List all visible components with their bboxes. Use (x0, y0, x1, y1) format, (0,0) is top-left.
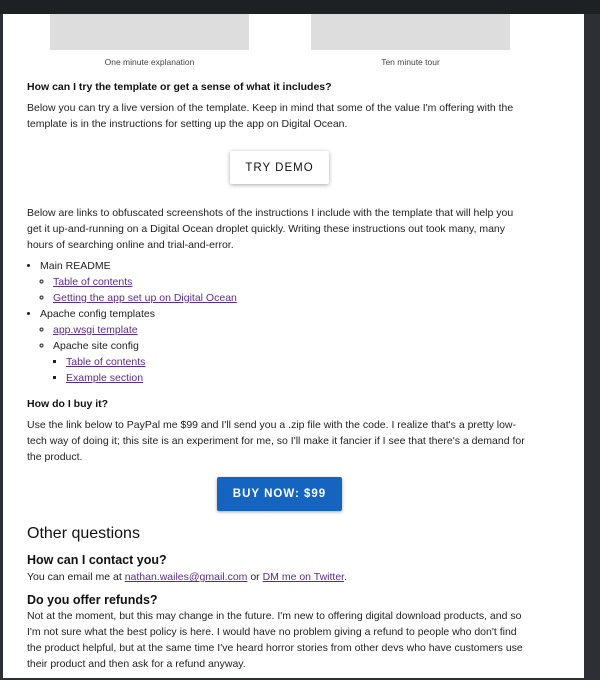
screenshots-description: Below are links to obfuscated screenshots of the instructions I include with the template that will help you get it up-and-running on a Digital Ocean droplet quickly. Writing these instructions out took many, many hours of searching online and trial-and-error. (27, 207, 514, 251)
buy-question-heading: How do I buy it? (27, 398, 109, 410)
list-item-main-readme (40, 258, 237, 306)
contact-prefix: You can email me at (27, 571, 122, 583)
try-question-heading: How can I try the template or get a sense of what it includes? (27, 81, 332, 93)
try-description: Below you can try a live version of the template. Keep in mind that some of the value I'm offering with the template is in the instructions for setting up the app on Digital Ocean. (27, 102, 514, 130)
contact-or: or (250, 571, 260, 583)
refund-question-heading: Do you offer refunds? (27, 593, 158, 607)
email-link[interactable]: nathan.wailes@gmail.com (124, 571, 248, 583)
buy-now-button[interactable]: BUY NOW: $99 (217, 477, 342, 511)
app-wsgi-template-link[interactable]: app.wsgi template (53, 324, 138, 336)
apache-config-sublist (40, 322, 237, 386)
apache-toc-link[interactable]: Table of contents (66, 356, 146, 368)
main-readme-sublist (40, 274, 237, 306)
apache-site-config-label: Apache site config (53, 340, 139, 352)
try-demo-button[interactable]: TRY DEMO (230, 151, 329, 184)
apache-config-label: Apache config templates (40, 308, 155, 320)
buy-description: Use the link below to PayPal me $99 and I'll send you a .zip file with the code. I realize that's a pretty low-tech way of doing it; this site is an experiment for me, so I'll make it fancier if I see that there's a demand for the product. (27, 419, 525, 463)
right-scroll-gutter[interactable] (584, 14, 600, 680)
other-questions-heading: Other questions (27, 525, 140, 542)
tour-video-caption: Ten minute tour (381, 57, 440, 67)
list-item (66, 354, 237, 370)
refund-text: Not at the moment, but this may change in the future. I'm new to offering digital download products, and so I'm not sure what the best policy is here. I would have no problem giving a refund to people who don't find the product helpful, but at the same time I've heard horror stories from other devs who have customers use their product and then ask for a refund anyway. (27, 610, 523, 670)
apache-site-config-sublist (53, 354, 237, 386)
explanation-video[interactable] (50, 14, 249, 50)
list-item (53, 290, 237, 306)
contact-suffix: . (344, 571, 348, 583)
left-edge (0, 14, 3, 680)
readme-toc-link[interactable]: Table of contents (53, 276, 133, 288)
list-item-apache-config (40, 306, 237, 386)
tour-video[interactable] (311, 14, 510, 50)
page-content (27, 14, 567, 670)
contact-text (27, 569, 347, 585)
twitter-dm-link[interactable]: DM me on Twitter (262, 571, 345, 583)
list-item-apache-site-config (53, 338, 237, 386)
screenshot-links-list (27, 258, 237, 386)
contact-question-heading: How can I contact you? (27, 553, 167, 567)
list-item (53, 274, 237, 290)
example-section-link[interactable]: Example section (66, 372, 144, 384)
digital-ocean-setup-link[interactable]: Getting the app set up on Digital Ocean (53, 292, 237, 304)
video-row (27, 14, 567, 74)
browser-top-bar (0, 0, 600, 14)
explanation-video-caption: One minute explanation (104, 57, 195, 67)
main-readme-label: Main README (40, 260, 111, 272)
list-item (66, 370, 237, 386)
list-item (53, 322, 237, 338)
